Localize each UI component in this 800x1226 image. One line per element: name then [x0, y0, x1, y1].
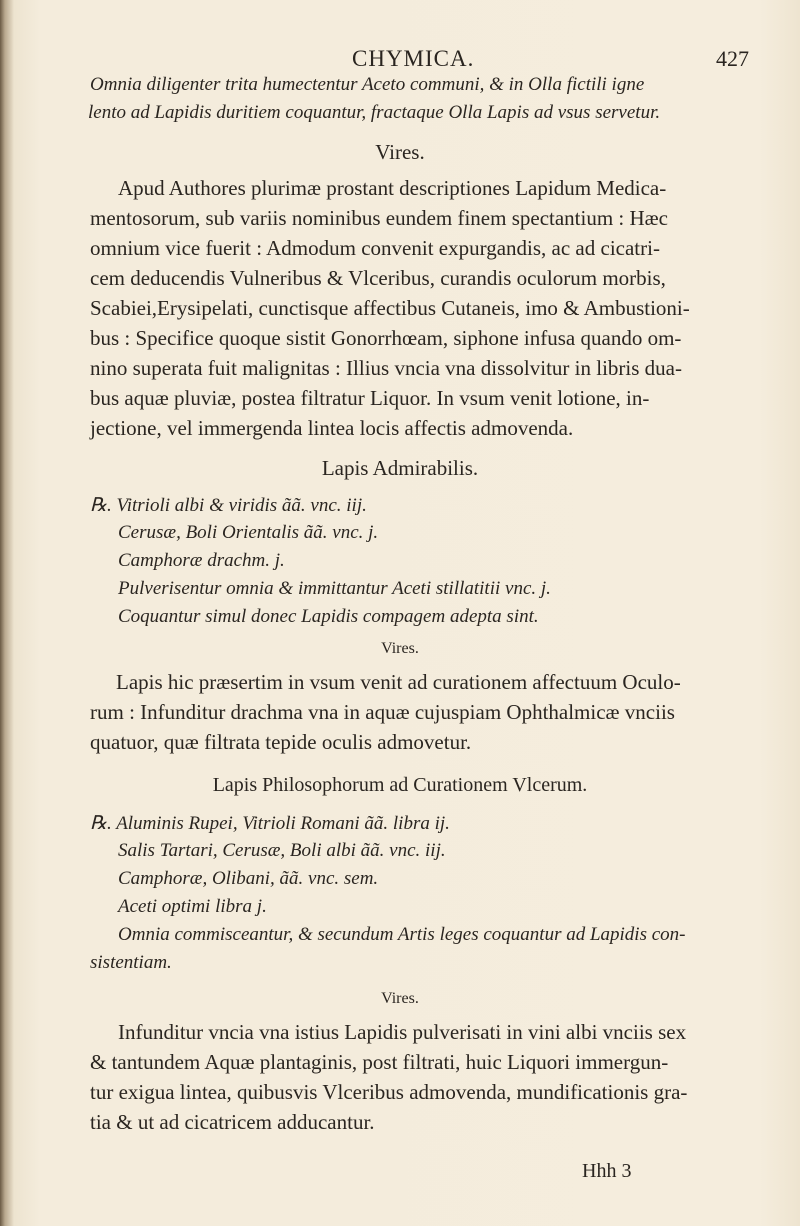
body-line: tur exigua lintea, quibusvis Vlceribus admovenda, mundificationis gra-: [90, 1080, 688, 1104]
recipe-line: Salis Tartari, Cerusæ, Boli albi ãã. vnc. iij.: [118, 840, 446, 861]
body-line: cem deducendis Vulneribus & Vlceribus, curandis oculorum morbis,: [90, 266, 666, 290]
recipe-line: ℞. Vitrioli albi & viridis ãã. vnc. iij.: [90, 495, 367, 516]
body-line: Apud Authores plurimæ prostant descriptiones Lapidum Medica-: [118, 176, 667, 200]
recipe-line: ℞. Aluminis Rupei, Vitrioli Romani ãã. libra ij.: [90, 813, 450, 834]
body-line: quatuor, quæ filtrata tepide oculis admovetur.: [90, 730, 472, 754]
intro-line: Omnia diligenter trita humectentur Aceto communi, & in Olla fictili igne: [90, 74, 645, 95]
section-heading-lapis-philosophorum: Lapis Philosophorum ad Curationem Vlcerum.: [212, 774, 588, 796]
running-head: [0, 46, 800, 76]
recipe-line: Aceti optimi libra j.: [118, 896, 267, 917]
recipe-line: Camphoræ drachm. j.: [118, 550, 285, 571]
recipe-line: Camphoræ, Olibani, ãã. vnc. sem.: [118, 868, 379, 889]
recipe-line: Pulverisentur omnia & immittantur Aceti stillatitii vnc. j.: [118, 578, 551, 599]
recipe-line: Omnia commisceantur, & secundum Artis leges coquantur ad Lapidis con-: [118, 924, 686, 945]
body-line: tia & ut ad cicatricem adducantur.: [90, 1110, 375, 1134]
body-line: bus : Specifice quoque sistit Gonorrhœam, siphone infusa quando om-: [90, 326, 682, 350]
section-heading-lapis-admirabilis: Lapis Admirabilis.: [321, 456, 479, 480]
vires-heading: Vires.: [381, 640, 419, 657]
recipe-line: sistentiam.: [90, 952, 172, 973]
intro-line: lento ad Lapidis duritiem coquantur, fractaque Olla Lapis ad vsus servetur.: [88, 102, 661, 123]
body-line: jectione, vel immergenda lintea locis affectis admovenda.: [90, 416, 574, 440]
body-line: Lapis hic præsertim in vsum venit ad curationem affectuum Oculo-: [116, 670, 681, 694]
body-line: Infunditur vncia vna istius Lapidis pulverisati in vini albi vnciis sex: [118, 1020, 687, 1044]
section-heading-vires: Vires.: [375, 140, 425, 164]
body-line: bus aquæ pluviæ, postea filtratur Liquor. In vsum venit lotione, in-: [90, 386, 650, 410]
body-line: rum : Infunditur drachma vna in aquæ cujuspiam Ophthalmicæ vnciis: [90, 700, 675, 724]
recipe-line: Cerusæ, Boli Orientalis ãã. vnc. j.: [118, 522, 379, 543]
recipe-line: Coquantur simul donec Lapidis compagem adepta sint.: [118, 606, 539, 627]
body-line: nino superata fuit malignitas : Illius vncia vna dissolvitur in libris dua-: [90, 356, 682, 380]
running-head-title: CHYMICA.: [352, 46, 475, 71]
page-number: 427: [716, 46, 749, 71]
binding-shadow: [0, 0, 14, 1226]
body-line: omnium vice fuerit : Admodum convenit expurgandis, ac ad cicatri-: [90, 236, 660, 260]
body-line: mentosorum, sub variis nominibus eundem finem spectantium : Hæc: [90, 206, 669, 230]
signature-mark: Hhh 3: [582, 1160, 632, 1182]
body-line: & tantundem Aquæ plantaginis, post filtrati, huic Liquori immergun-: [90, 1050, 669, 1074]
vires-heading: Vires.: [381, 990, 419, 1007]
body-line: Scabiei,Erysipelati, cunctisque affectibus Cutaneis, imo & Ambustioni-: [90, 296, 690, 320]
